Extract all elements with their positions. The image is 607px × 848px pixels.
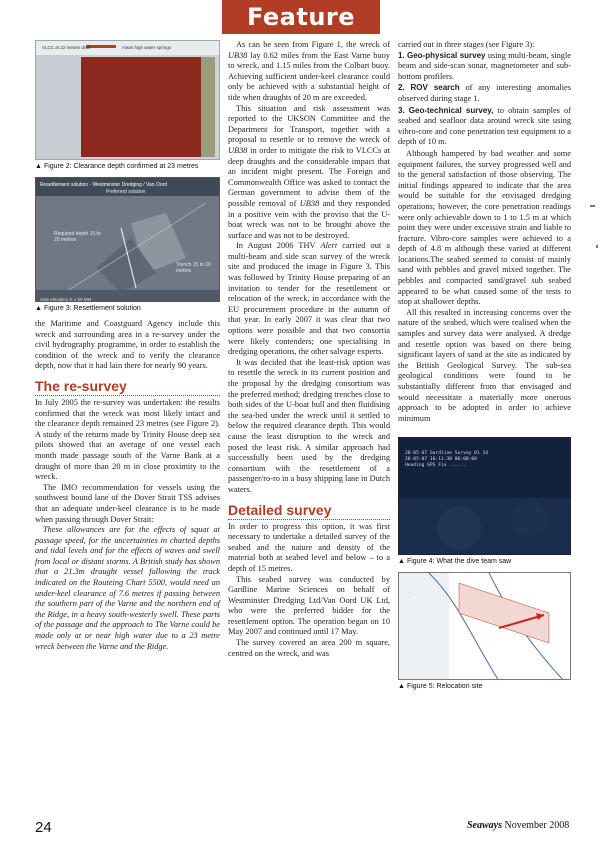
paragraph: the Maritime and Coastguard Agency include this wreck and surrounding area in a re-survey under the civil hydrography programme, in order to establish the condition of the wreck and to verify the clearance depth, now that it had lain there for nearly 90 years. (35, 319, 220, 371)
paragraph: The IMO recommendation for vessels using the southwest bound lane of the Dover Strait TSS advises that an adequate under-keel clearance is to be made when passing through Dover Strait: (35, 482, 220, 524)
paragraph (228, 104, 390, 242)
figure-4-caption (398, 557, 571, 566)
paragraph: The survey covered an area 200 m square, centred on the wreck, and was (228, 638, 390, 658)
triangle-icon: ▲ (35, 163, 42, 170)
paragraph (228, 241, 390, 358)
list-heading: ROV search (410, 83, 460, 93)
figure-2-seabed (201, 57, 215, 157)
text-run: lay 0.62 miles from the East Varne buoy to wreck, and 1.15 miles from the Colbart buoy. Achieving sufficient under-keel clearance could only be achieved with a substantial height of tide when draughts of 20 m are exceeded. (228, 50, 390, 102)
overlay-line: Heading GPS Fix ...... (405, 463, 466, 469)
list-item (398, 51, 571, 83)
figure-3-label-depth: Required depth 15 to 20 metres (54, 231, 101, 243)
quote-paragraph: These allowances are for the effects of squat at passage speed, for the uncertainties in charted depths and tidal levels and for the effects of waves and swell from local or distant storms. A British study has shown that a 21.3m draught vessel following the track indicated on the Routeing Chart 5500, would need an under-keel clearance of 7.6 metres if passing between the southern part of the Varne and the northern end of the Ridge, in a heavy south-westerly swell. These parts of the passage and the approach to The Varne could be made only at or near high water due to a 23 metre wreck between the Varne and the Ridge. (35, 525, 220, 651)
list-number: 2. (398, 83, 405, 93)
list-text: of any interesting anomalies observed during stage 1. (398, 83, 572, 103)
figure-2-label-tide: mean high water springs (122, 45, 172, 50)
vessel-name: UB38 (299, 198, 320, 208)
figure-2-vessel-hull (81, 57, 201, 157)
figure-5-caption-text: Figure 5: Relocation site (406, 683, 483, 691)
overlay-line: 28-05-07 18:11:30 00:00:00 (405, 457, 477, 463)
list-item (398, 106, 571, 148)
list-heading: Geo-technical survey, (408, 105, 494, 115)
text-run: and they responded in a positive vein with the proviso that the U-boat wreck was not to be brought above the surface and was not to be destroyed. (228, 198, 390, 240)
margin-mark (590, 205, 595, 207)
magazine-footer (467, 820, 569, 831)
heading-re-survey: The re-survey (35, 378, 220, 396)
paragraph: In July 2005 the re-survey was undertaken: the results confirmed that the wreck was most likely intact and the clearance depth remained 23 metres (see Figure 2). A study of the returns made by Trinity House deep sea pilots showed that an average of one vessel each month made passage south of the Varne Bank at a draught of more than 20 m in close proximity to the wreck. (35, 397, 220, 482)
svg-text:.: . (409, 589, 411, 595)
figure-5-caption (398, 682, 571, 691)
column-2 (228, 40, 390, 659)
vessel-name: Alert (320, 241, 338, 251)
section-title: Feature (246, 3, 356, 31)
margin-mark (596, 245, 598, 248)
section-banner (222, 0, 380, 34)
figure-2-label-draft: VLCC at 22 metres draft (42, 45, 91, 50)
paragraph: Although hampered by bad weather and some equipment failures, the survey progressed well and to the general satisfaction of those observing. The initial findings appeared to indicate that the area would be suitable for the envisaged dredging operations; however, the core penetration readings were only achievable down to 1 to 1.5 m at which point they were under excessive strain and liable to fracture. Vibro-core samples were achieved to a depth of 4.8 m although these varied at different locations.The seabed seemed to consist of mainly sand with pebbles and gravel mixed together. The pebbles and compacted sand/gravel sub seabed appeared to be what caused some of the tests to stop at shallower depths. (398, 148, 571, 307)
text-run: This situation and risk assessment was reported to the UKSON Committee and the Department for Transport, together with a proposal to resettle or to remove the wreck of (228, 103, 390, 145)
text-run: In August 2006 THV (236, 241, 321, 251)
figure-4-overlay-text (405, 451, 488, 469)
column-1 (35, 40, 220, 652)
paragraph: This seabed survey was conducted by Gardline Marine Sciences on behalf of Westminster Dredging Ltd/Van Oord UK Ltd, who were the preferred bidder for the resettlement option. The operation began on 10 May 2007 and continued until 17 May. (228, 574, 390, 637)
figure-3-label-title: Resettlement solution - Westminster Dredging / Van Oord (40, 182, 168, 188)
figure-3-caption (35, 304, 220, 313)
text-run: in order to mitigate the risk to VLCCs at deep draughts and the considerable impact that an incident might present. The Foreign and Commonwealth Office was asked to contact the German government to advise them of the possible removal of (228, 145, 390, 208)
list-number: 3. (398, 105, 405, 115)
vessel-name: UB38 (228, 50, 248, 60)
paragraph (228, 40, 390, 104)
paragraph: All this resulted in increasing concerns over the nature of the seabed, which were realised when the samples and survey data were analysed. A dredge and resettle option was based on there being significant layers of sand at the site as indicated by the British Geological Survey. The sub-sea geological conditions were found to be substantially different from that envisaged and would necessitate a materially more onerous approach to be adopted in order to achieve minimum (398, 307, 571, 423)
triangle-icon: ▲ (35, 305, 42, 312)
figure-2-caption-text: Figure 2: Clearance depth confirmed at 23 metres (43, 163, 199, 170)
overlay-line: 28-05-07 Gardline Survey 01 14 (405, 451, 488, 457)
page-number: 24 (35, 819, 52, 836)
text-run: As can be seen from Figure 1, the wreck of (236, 40, 390, 49)
triangle-icon: ▲ (398, 683, 405, 691)
list-text: using multi-beam, single beam and side-scan sonar, magnetometer and sub-bottom profilers. (398, 50, 572, 81)
magazine-name: Seaways (467, 820, 502, 831)
vessel-name: UB38 (228, 145, 248, 155)
triangle-icon: ▲ (398, 558, 405, 566)
figure-5-chart (398, 572, 571, 680)
figure-4-photo (398, 437, 571, 555)
figure-3-image (35, 177, 220, 302)
figure-3-caption-text: Figure 3: Resettlement solution (43, 305, 141, 312)
figure-3-label-trench: Trench 15 to 20 metres (176, 262, 211, 274)
text-run: carried out a multi-beam and side scan survey of the wreck site and produced the image in Figure 3. This was followed by Trinity House preparing of an invitation to tender for the resettlement or relocation of the wreck, in accordance with the EU procurement procedure in the autumn of that year. In early 2007 it was clear that two options were possible and that two consortia were likely contenders; one specialising in dredging operations, the other salvage experts. (228, 241, 391, 357)
figure-4-caption-text: Figure 4: What the dive team saw (406, 558, 512, 566)
paragraph: carried out in three stages (see Figure 3): (398, 40, 535, 49)
list-text: to obtain samples of seabed and seafloor data around wreck site using vibro-core and cone penetration test equipment to a depth of 10 m. (398, 105, 571, 147)
figure-3-label-sub: Preferred solution (106, 189, 146, 195)
figure-5-nautical-chart (399, 573, 571, 680)
heading-detailed-survey: Detailed survey (228, 502, 390, 520)
figure-2-caption (35, 162, 220, 171)
paragraph: It was decided that the least-risk option was to resettle the wreck in its current position and the proposal by the dredging consortium was the preferred method; dredging trenches close to both sides of the U-boat hull and then fluidising the sea-bed under the wreck until it settled to below the required clearance depth. This would cause the least disruption to the wreck and posed the least risk. A similar approach had successfully been used by the dredging consortium with the resettlement of a passenger/ro-ro in a busy shipping lane in Dutch waters. (228, 357, 390, 494)
list-heading: Geo-physical survey (407, 50, 486, 60)
column-3 (398, 40, 571, 697)
figure-2-diagram (35, 40, 220, 160)
list-number: 1. (398, 50, 405, 60)
issue-date: November 2008 (504, 820, 570, 831)
figure-2-water (36, 55, 81, 159)
figure-3-label-scale: Side elevation E 1 50 MM (40, 297, 92, 302)
paragraph: In order to progress this option, it was first necessary to undertake a detailed survey of the seabed and the nature and density of the material both at seabed level and below – to a depth of 15 metres. (228, 521, 390, 573)
list-item (398, 83, 571, 104)
